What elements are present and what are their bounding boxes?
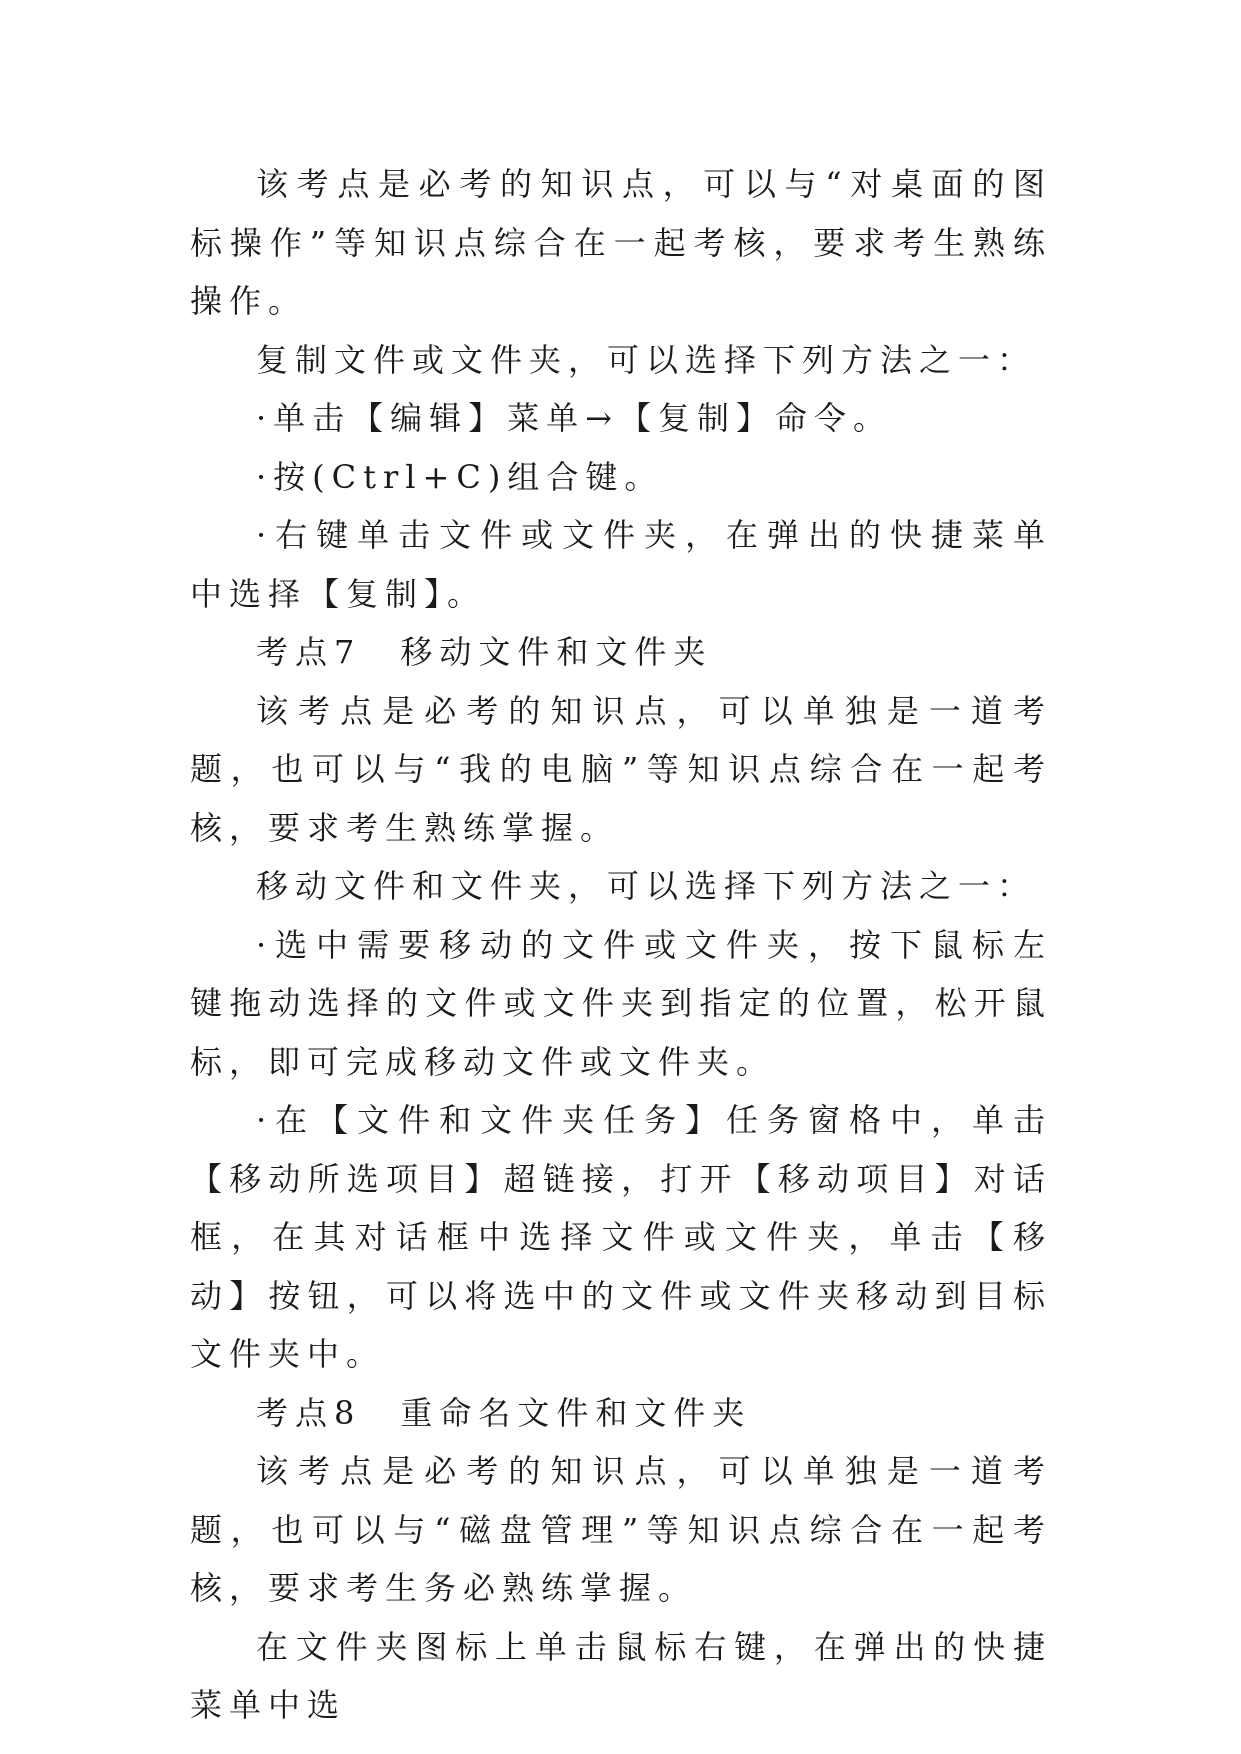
bullet-copy-menu: ·单击【编辑】菜单→【复制】命令。 bbox=[256, 399, 892, 437]
paragraph-intro-rename: 该考点是必考的知识点，可以单独是一道考题，也可以与“磁盘管理”等知识点综合在一起考核，要求考生务必熟练掌握。 bbox=[190, 1452, 1052, 1607]
document-body bbox=[190, 155, 1052, 1735]
paragraph-rename-method: 在文件夹图标上单击鼠标右键，在弹出的快捷菜单中选 bbox=[190, 1627, 1052, 1724]
bullet-move-drag: ·选中需要移动的文件或文件夹，按下鼠标左键拖动选择的文件或文件夹到指定的位置，松开鼠标，即可完成移动文件或文件夹。 bbox=[190, 925, 1052, 1081]
paragraph-intro-move: 该考点是必考的知识点，可以单独是一道考题，也可以与“我的电脑”等知识点综合在一起考核，要求考生熟练掌握。 bbox=[190, 691, 1052, 847]
bullet-move-task-pane: ·在【文件和文件夹任务】任务窗格中，单击【移动所选项目】超链接，打开【移动项目】对话框，在其对话框中选择文件或文件夹，单击【移动】按钮，可以将选中的文件或文件夹移动到目标文件夹中。 bbox=[190, 1101, 1052, 1373]
heading-point-7: 考点7 移动文件和文件夹 bbox=[256, 633, 713, 671]
paragraph-move-methods: 移动文件和文件夹，可以选择下列方法之一： bbox=[256, 867, 1037, 905]
paragraph-copy-methods: 复制文件或文件夹，可以选择下列方法之一： bbox=[256, 340, 1037, 379]
heading-point-8: 考点8 重命名文件和文件夹 bbox=[256, 1393, 752, 1432]
bullet-copy-shortcut: ·按(Ctrl+C)组合键。 bbox=[256, 457, 664, 496]
paragraph-intro-copy: 该考点是必考的知识点，可以与“对桌面的图标操作”等知识点综合在一起考核，要求考生熟练操作。 bbox=[190, 165, 1052, 320]
bullet-copy-context-menu: ·右键单击文件或文件夹，在弹出的快捷菜单中选择【复制】。 bbox=[190, 516, 1052, 613]
